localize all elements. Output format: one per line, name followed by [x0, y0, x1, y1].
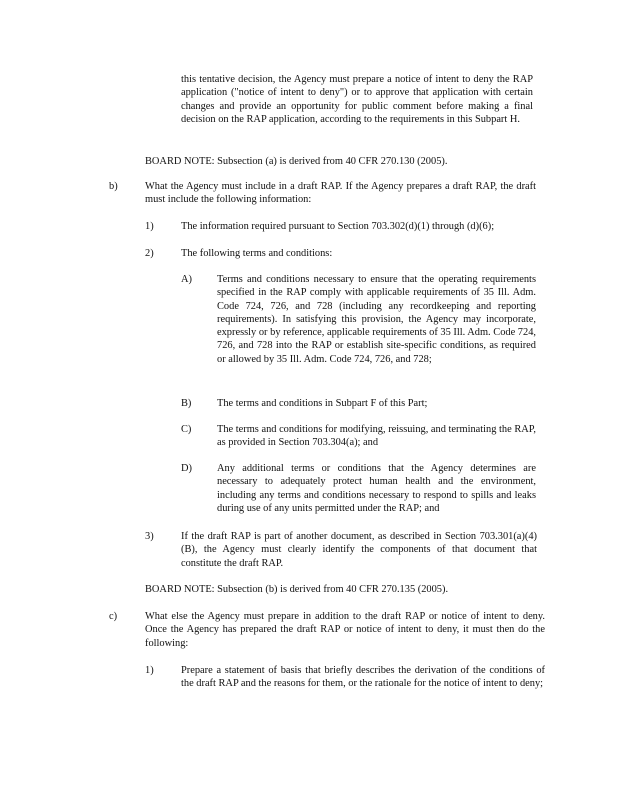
subitem-c-label: C)	[181, 424, 192, 435]
subitem-c-text: The terms and conditions for modifying, reissuing, and terminating the RAP, as provided in Section 703.304(a); and	[217, 424, 536, 449]
item-b2-label: 2)	[145, 248, 154, 259]
subsection-b-label: b)	[109, 181, 118, 192]
item-b1-text: The information required pursuant to Section 703.302(d)(1) through (d)(6);	[181, 221, 495, 232]
subitem-d-text: Any additional terms or conditions that the Agency determines are necessary to adequately protect human health and the environment, including any terms and conditions necessary to respond to spills and leaks during use of any units permitted under the RAP; and	[217, 463, 536, 514]
item-c1-text: Prepare a statement of basis that briefly describes the derivation of the conditions of the draft RAP and the reasons for them, or the rationale for the notice of intent to deny;	[181, 665, 545, 690]
item-b3-label: 3)	[145, 531, 154, 542]
subitem-a-label: A)	[181, 274, 192, 285]
subitem-b-label: B)	[181, 398, 192, 409]
board-note-b: BOARD NOTE: Subsection (b) is derived from 40 CFR 270.135 (2005).	[145, 584, 449, 595]
subsection-c-label: c)	[109, 611, 118, 622]
subsection-c-text: What else the Agency must prepare in addition to the draft RAP or notice of intent to deny. Once the Agency has prepared the draft RAP or notice of intent to deny, it must then do the following:	[145, 611, 545, 649]
subsection-b-text: What the Agency must include in a draft RAP. If the Agency prepares a draft RAP, the draft must include the following information:	[145, 181, 536, 206]
intro-paragraph: this tentative decision, the Agency must prepare a notice of intent to deny the RAP application ("notice of intent to deny") or to approve that application with certain changes and provide an opportunity for public comment before making a final decision on the RAP application, according to the requirements in this Subpart H.	[181, 74, 533, 125]
item-b3-text: If the draft RAP is part of another document, as described in Section 703.301(a)(4)(B), the Agency must clearly identify the components of that document that constitute the draft RAP.	[181, 531, 537, 569]
board-note-a: BOARD NOTE: Subsection (a) is derived from 40 CFR 270.130 (2005).	[145, 156, 448, 167]
item-c1-label: 1)	[145, 665, 154, 676]
item-b2-text: The following terms and conditions:	[181, 248, 333, 259]
subitem-b-text: The terms and conditions in Subpart F of this Part;	[217, 398, 428, 409]
subitem-a-text: Terms and conditions necessary to ensure that the operating requirements specified in the RAP comply with applicable requirements of 35 Ill. Adm. Code 724, 726, and 728 (including any recordkeeping and reporting requirements). In satisfying this provision, the Agency may incorporate, expressly or by reference, applicable requirements of 35 Ill. Adm. Code 724, 726, and 728 into the RAP or establish site-specific conditions, as required or allowed by 35 Ill. Adm. Code 724, 726, and 728;	[217, 274, 536, 365]
subitem-d-label: D)	[181, 463, 192, 474]
item-b1-label: 1)	[145, 221, 154, 232]
